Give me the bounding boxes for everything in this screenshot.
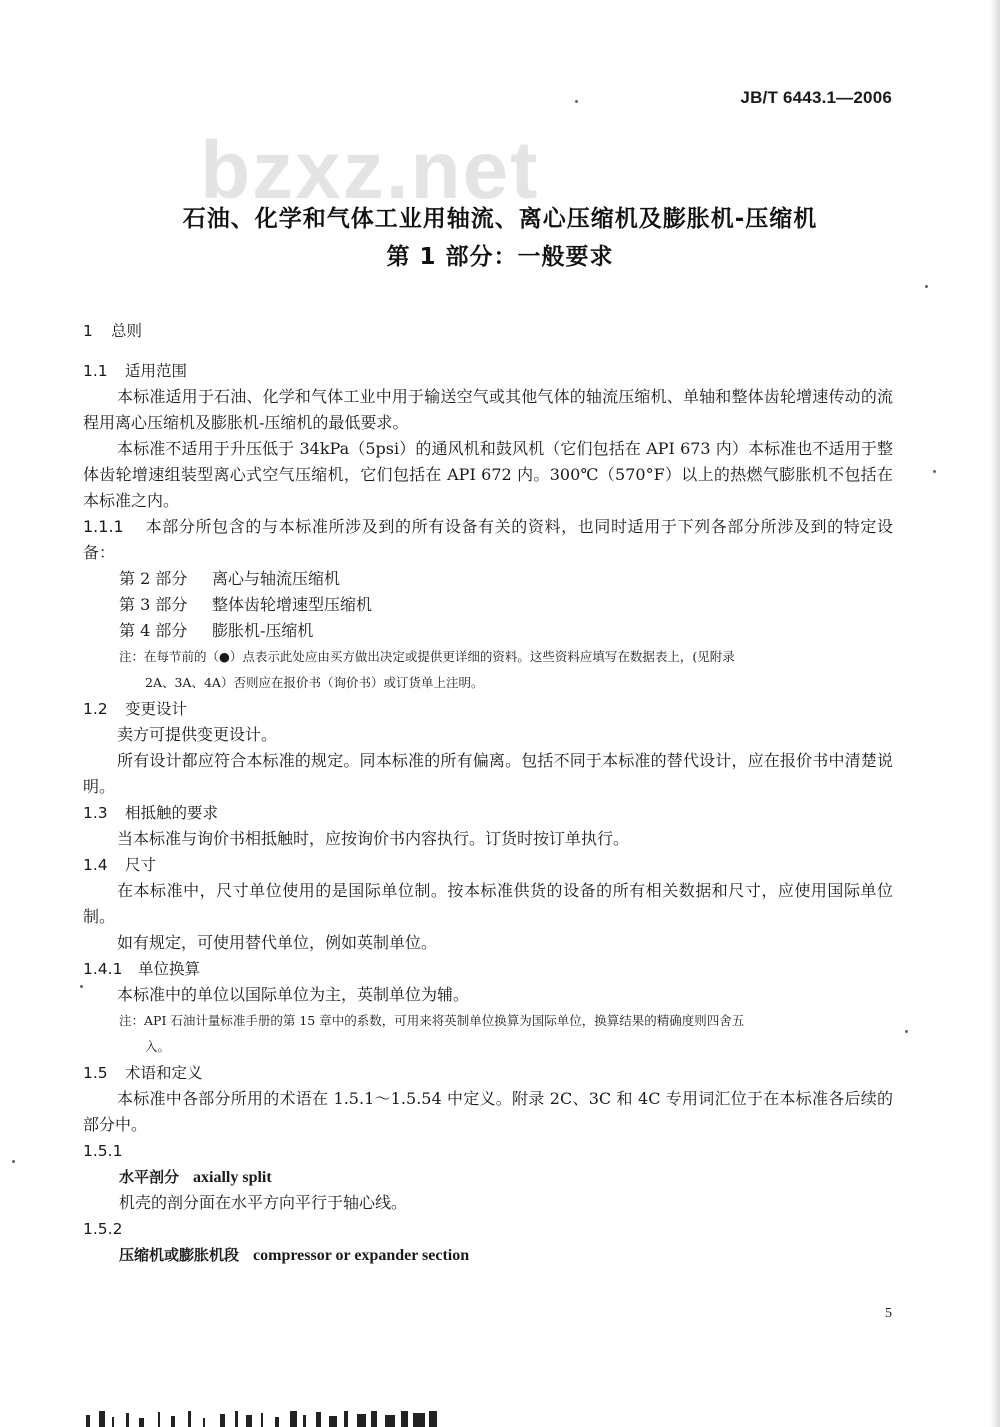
part-name: 膨胀机-压缩机 xyxy=(212,621,314,640)
section-title: 总则 xyxy=(111,322,143,340)
paragraph: 如有规定，可使用替代单位，例如英制单位。 xyxy=(117,933,438,952)
clause-1-1-1 xyxy=(83,514,893,566)
section-heading-1 xyxy=(83,318,893,344)
section-number: 1.5 xyxy=(83,1064,108,1082)
term-chinese: 压缩机或膨胀机段 xyxy=(119,1246,240,1264)
scan-speck xyxy=(925,285,928,288)
term-number-1-5-2: 1.5.2 xyxy=(83,1220,123,1238)
scan-speck xyxy=(80,985,83,988)
document-title: 石油、化学和气体工业用轴流、离心压缩机及膨胀机-压缩机 xyxy=(182,206,818,232)
paragraph: 本标准适用于石油、化学和气体工业中用于输送空气或其他气体的轴流压缩机、单轴和整体齿轮增速传动的流程用离心压缩机及膨胀机-压缩机的最低要求。 xyxy=(83,387,893,432)
section-heading-1-5 xyxy=(83,1060,893,1086)
section-heading-1-2 xyxy=(83,696,893,722)
paragraph: 所有设计都应符合本标准的规定。同本标准的所有偏离。包括不同于本标准的替代设计，应在报价书中清楚说明。 xyxy=(83,751,893,796)
section-heading-1-4-1 xyxy=(83,956,893,982)
note-line: 注：在每节前的（●）点表示此处应由买方做出决定或提供更详细的资料。这些资料应填写在数据表上，(见附录 xyxy=(119,649,735,664)
part-name: 整体齿轮增速型压缩机 xyxy=(212,595,373,614)
section-number: 1.3 xyxy=(83,804,108,822)
document-body xyxy=(83,318,893,1268)
list-item xyxy=(83,618,893,644)
watermark: bzxz.net xyxy=(200,125,540,216)
section-heading-1-4 xyxy=(83,852,893,878)
term-number-1-5-1: 1.5.1 xyxy=(83,1142,123,1160)
list-item xyxy=(83,566,893,592)
list-item xyxy=(83,592,893,618)
note-line: 2A、3A、4A）否则应在报价书（询价书）或订货单上注明。 xyxy=(145,675,484,690)
clause-text: 本部分所包含的与本标准所涉及到的所有设备有关的资料，也同时适用于下列各部分所涉及到的特定设备： xyxy=(83,517,893,562)
part-label: 第 4 部分 xyxy=(119,621,188,640)
term-definition: 机壳的剖分面在水平方向平行于轴心线。 xyxy=(119,1193,408,1212)
part-name: 离心与轴流压缩机 xyxy=(212,569,341,588)
section-title: 尺寸 xyxy=(125,856,157,874)
section-title: 单位换算 xyxy=(138,960,201,978)
document-code: JB/T 6443.1—2006 xyxy=(740,88,892,107)
section-number: 1.2 xyxy=(83,700,108,718)
section-heading-1-3 xyxy=(83,800,893,826)
term-entry xyxy=(83,1164,893,1190)
scan-artifact-strip xyxy=(86,1408,502,1427)
part-label: 第 2 部分 xyxy=(119,569,188,588)
section-number: 1.1 xyxy=(83,362,108,380)
section-heading-1-1 xyxy=(83,358,893,384)
term-english: axially split xyxy=(193,1169,272,1186)
paragraph: 本标准不适用于升压低于 34kPa（5psi）的通风机和鼓风机（它们包括在 API 673 内）本标准也不适用于整体齿轮增速组装型离心式空气压缩机，它们包括在 API 672 内。300℃（570°F）以上的热燃气膨胀机不包括在本标准之内。 xyxy=(83,439,893,510)
section-title: 术语和定义 xyxy=(125,1064,203,1082)
scan-speck xyxy=(12,1160,15,1163)
term-english: compressor or expander section xyxy=(253,1247,470,1264)
scan-speck xyxy=(575,100,578,103)
paragraph: 本标准中的单位以国际单位为主，英制单位为辅。 xyxy=(117,985,470,1004)
section-title: 适用范围 xyxy=(125,362,188,380)
page-number: 5 xyxy=(885,1306,892,1321)
note-line: 注：API 石油计量标准手册的第 15 章中的系数，可用来将英制单位换算为国际单位，换算结果的精确度则四舍五 xyxy=(119,1013,745,1028)
note xyxy=(83,1008,893,1060)
paragraph: 在本标准中，尺寸单位使用的是国际单位制。按本标准供货的设备的所有相关数据和尺寸，应使用国际单位制。 xyxy=(83,881,893,926)
section-number: 1.4.1 xyxy=(83,960,123,978)
section-title: 相抵触的要求 xyxy=(125,804,219,822)
scan-speck xyxy=(933,470,936,473)
note xyxy=(83,644,893,696)
section-title: 变更设计 xyxy=(125,700,188,718)
section-number: 1 xyxy=(83,322,93,340)
paragraph: 卖方可提供变更设计。 xyxy=(117,725,278,744)
document-subtitle: 第 1 部分：一般要求 xyxy=(386,244,614,270)
paragraph: 本标准中各部分所用的术语在 1.5.1～1.5.54 中定义。附录 2C、3C 和 4C 专用词汇位于在本标准各后续的部分中。 xyxy=(83,1089,893,1134)
term-chinese: 水平剖分 xyxy=(119,1168,180,1186)
part-label: 第 3 部分 xyxy=(119,595,188,614)
paragraph: 当本标准与询价书相抵触时，应按询价书内容执行。订货时按订单执行。 xyxy=(117,829,630,848)
term-entry xyxy=(83,1242,893,1268)
section-number: 1.1.1 xyxy=(83,517,124,536)
section-number: 1.4 xyxy=(83,856,108,874)
note-line: 入。 xyxy=(145,1039,171,1054)
scan-speck xyxy=(905,1030,908,1033)
